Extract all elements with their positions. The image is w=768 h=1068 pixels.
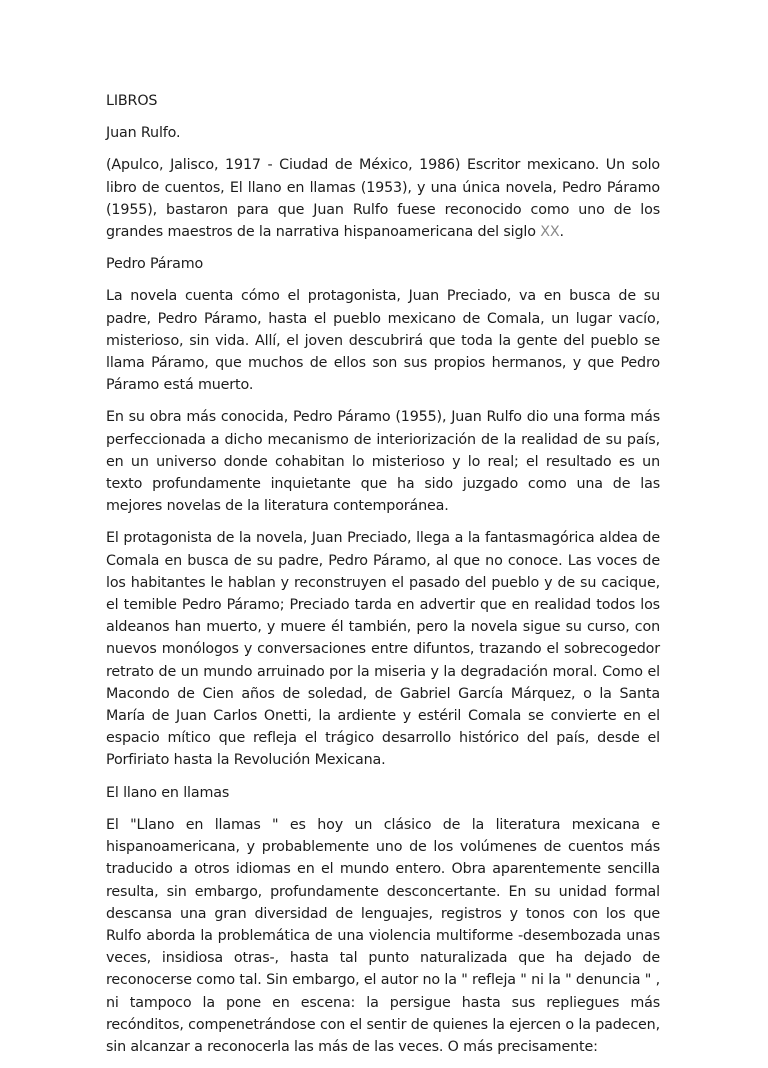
century-link[interactable]: XX — [540, 224, 560, 241]
bio-text: (Apulco, Jalisco, 1917 - Ciudad de México, 1986) Escritor mexicano. Un solo libro de cuentos, El llano en llamas (1953), y una única novela, Pedro Páramo (1955), bastaron para que Juan Rulfo fuese reconocido como uno de los grandes maestros de la narrativa hispanoamericana del siglo — [106, 157, 660, 241]
author-name: Juan Rulfo. — [106, 125, 181, 142]
bio-end: . — [559, 224, 564, 241]
document-page — [106, 90, 660, 1068]
author-bio — [106, 154, 660, 243]
section-title-el-llano: El llano en llamas — [106, 784, 230, 801]
paragraph: La novela cuenta cómo el protagonista, Juan Preciado, va en busca de su padre, Pedro Páramo, hasta el pueblo mexicano de Comala, un lugar vacío, misterioso, sin vida. Allí, el joven descubrirá que toda la gente del pueblo se llama Páramo, que muchos de ellos son sus propios hermanos, y que Pedro Páramo está muerto. — [106, 288, 660, 394]
paragraph: El protagonista de la novela, Juan Preciado, llega a la fantasmagórica aldea de Comala en busca de su padre, Pedro Páramo, al que no conoce. Las voces de los habitantes le hablan y reconstruyen el pasado del pueblo y de su cacique, el temible Pedro Páramo; Preciado tarda en advertir que en realidad todos los aldeanos han muerto, y muere él también, pero la novela sigue su curso, con nuevos monólogos y conversaciones entre difuntos, trazando el sobrecogedor retrato de un mundo arruinado por la miseria y la degradación moral. Como el Macondo de Cien años de soledad, de Gabriel García Márquez, o la Santa María de Juan Carlos Onetti, la ardiente y estéril Comala se convierte en el espacio mítico que refleja el trágico desarrollo histórico del país, desde el Porfiriato hasta la Revolución Mexicana. — [106, 530, 660, 769]
paragraph: El "Llano en llamas " es hoy un clásico de la literatura mexicana e hispanoamericana, y probablemente uno de los volúmenes de cuentos más traducido a otros idiomas en el mundo entero. Obra aparentemente sencilla resulta, sin embargo, profundamente desconcertante. En su unidad formal descansa una gran diversidad de lenguajes, registros y tonos con los que Rulfo aborda la problemática de una violencia multiforme -desembozada unas veces, insidiosa otras-, hasta tal punto naturalizada que ha dejado de reconocerse como tal. Sin embargo, el autor no la " refleja " ni la " denuncia " , ni tampoco la pone en escena: la persigue hasta sus repliegues más recónditos, compenetrándose con el sentir de quienes la ejercen o la padecen, sin alcanzar a reconocerla las más de las veces. O más precisamente: — [106, 816, 660, 1055]
paragraph: En su obra más conocida, Pedro Páramo (1955), Juan Rulfo dio una forma más perfeccionada a dicho mecanismo de interiorización de la realidad de su país, en un universo donde cohabitan lo misterioso y lo real; el resultado es un texto profundamente inquietante que ha sido juzgado como una de las mejores novelas de la literatura contemporánea. — [106, 409, 660, 515]
section-title-pedro-paramo: Pedro Páramo — [106, 256, 204, 273]
document-heading: LIBROS — [106, 93, 158, 109]
